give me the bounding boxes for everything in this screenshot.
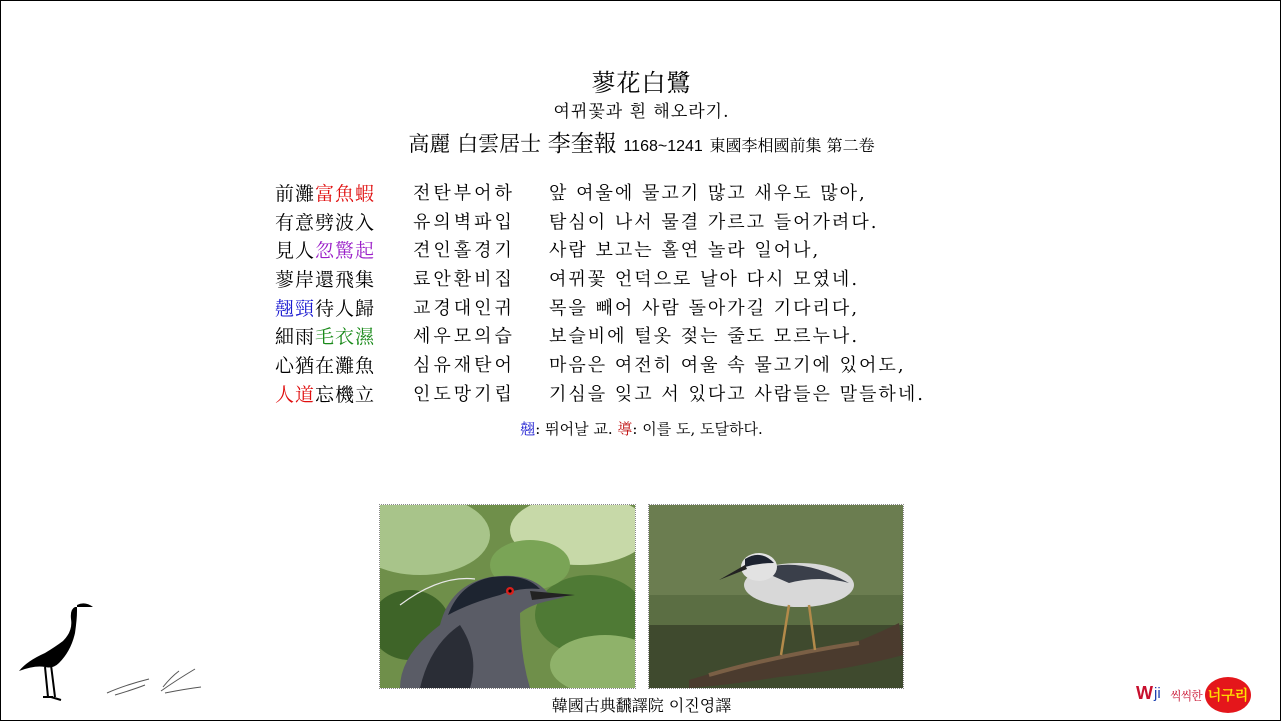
poem-line-translation: 목을 빼어 사람 돌아가길 기다리다,: [549, 297, 860, 319]
hanja-segment: 有意劈波入: [275, 211, 376, 234]
poem-line: [275, 380, 1035, 409]
heron-photo-closeup: [379, 504, 636, 689]
author-name: 李奎報: [547, 131, 617, 157]
hanja-segment: 人道: [275, 383, 316, 406]
author-source: 東國李相國前集 第二卷: [709, 136, 875, 155]
note-def-1: : 뛰어날 교.: [535, 420, 618, 438]
author-years: 1168~1241: [623, 138, 703, 155]
heron-photo-branch: [648, 504, 904, 689]
author-penname: 白雲居士: [457, 132, 542, 156]
hanja-segment: 忽驚起: [315, 240, 376, 263]
hanja-segment: 翹頸: [275, 297, 316, 320]
poem-line-reading: 교경대인귀: [413, 297, 515, 319]
poem-line: [275, 294, 1035, 323]
poem-line-reading: 인도망기립: [413, 383, 515, 405]
poem-line-reading: 유의벽파입: [413, 211, 515, 233]
poem-line-reading: 전탄부어하: [413, 183, 515, 204]
poem-line-translation: 보슬비에 털옷 젖는 줄도 모르누나.: [549, 326, 860, 348]
poem-line-hanja: [275, 265, 375, 292]
hanja-segment: 細雨: [275, 326, 316, 349]
logo-ji: ji: [1154, 685, 1161, 702]
author-era: 高麗: [408, 132, 451, 156]
poem-line-translation: 탐심이 나서 물결 가르고 들어가려다.: [549, 211, 879, 233]
poem-line-reading: 견인홀경기: [413, 240, 515, 262]
poem-line: [275, 179, 1035, 208]
poem-line-reading: 료안환비집: [413, 269, 515, 291]
poem-title: 蓼花白鷺: [591, 69, 692, 97]
site-logo: [1134, 671, 1280, 719]
logo-w: W: [1136, 683, 1153, 703]
poem-line-hanja: [275, 380, 375, 407]
poem-line-translation: 사람 보고는 홀연 놀라 일어나,: [549, 240, 821, 262]
author-line: [1, 125, 1281, 158]
logo-ssi: 씩씩한: [1170, 689, 1202, 703]
poem-line-hanja: [275, 351, 375, 378]
hanja-segment: 前灘: [275, 183, 316, 205]
poem-line: [275, 351, 1035, 380]
glossary-note: [1, 418, 1281, 439]
translator-credit: 韓國古典飜譯院 이진영譯: [551, 696, 732, 715]
hanja-segment: 見人: [275, 240, 316, 263]
poem-body: [275, 179, 1035, 409]
poem-line-translation: 앞 여울에 물고기 많고 새우도 많아,: [549, 183, 867, 204]
poem-line-translation: 기심을 잊고 서 있다고 사람들은 말들하네.: [549, 383, 925, 405]
note-char-1: 翹: [520, 420, 536, 438]
poem-subtitle: 여뀌꽃과 흰 해오라기.: [553, 102, 730, 122]
poem-line-translation: 여뀌꽃 언덕으로 날아 다시 모였네.: [549, 269, 860, 291]
note-def-2: : 이를 도, 도달하다.: [632, 420, 763, 438]
logo-badge: 너구리: [1205, 677, 1251, 713]
poem-line: [275, 236, 1035, 265]
heron-silhouette-icon: [15, 597, 97, 707]
hanja-segment: 富魚蝦: [315, 183, 376, 205]
poem-line-reading: 세우모의습: [413, 326, 515, 348]
poem-line-hanja: [275, 294, 375, 321]
poem-line: [275, 265, 1035, 294]
hanja-segment: 待人歸: [315, 297, 376, 320]
hanja-segment: 毛衣濕: [315, 326, 376, 349]
hanja-segment: 蓼岸還飛集: [275, 269, 376, 292]
poem-line: [275, 322, 1035, 351]
poem-line-hanja: [275, 236, 375, 263]
poem-line: [275, 208, 1035, 237]
grass-sketch-icon: [105, 663, 205, 703]
poem-line-hanja: [275, 179, 375, 206]
poem-line-reading: 심유재탄어: [413, 355, 515, 377]
poem-line-hanja: [275, 208, 375, 235]
poem-line-translation: 마음은 여전히 여울 속 물고기에 있어도,: [549, 355, 906, 377]
hanja-segment: 忘機立: [315, 383, 376, 406]
poem-line-hanja: [275, 322, 375, 349]
note-char-2: 導: [617, 420, 633, 438]
hanja-segment: 心猶在灘魚: [275, 355, 376, 378]
